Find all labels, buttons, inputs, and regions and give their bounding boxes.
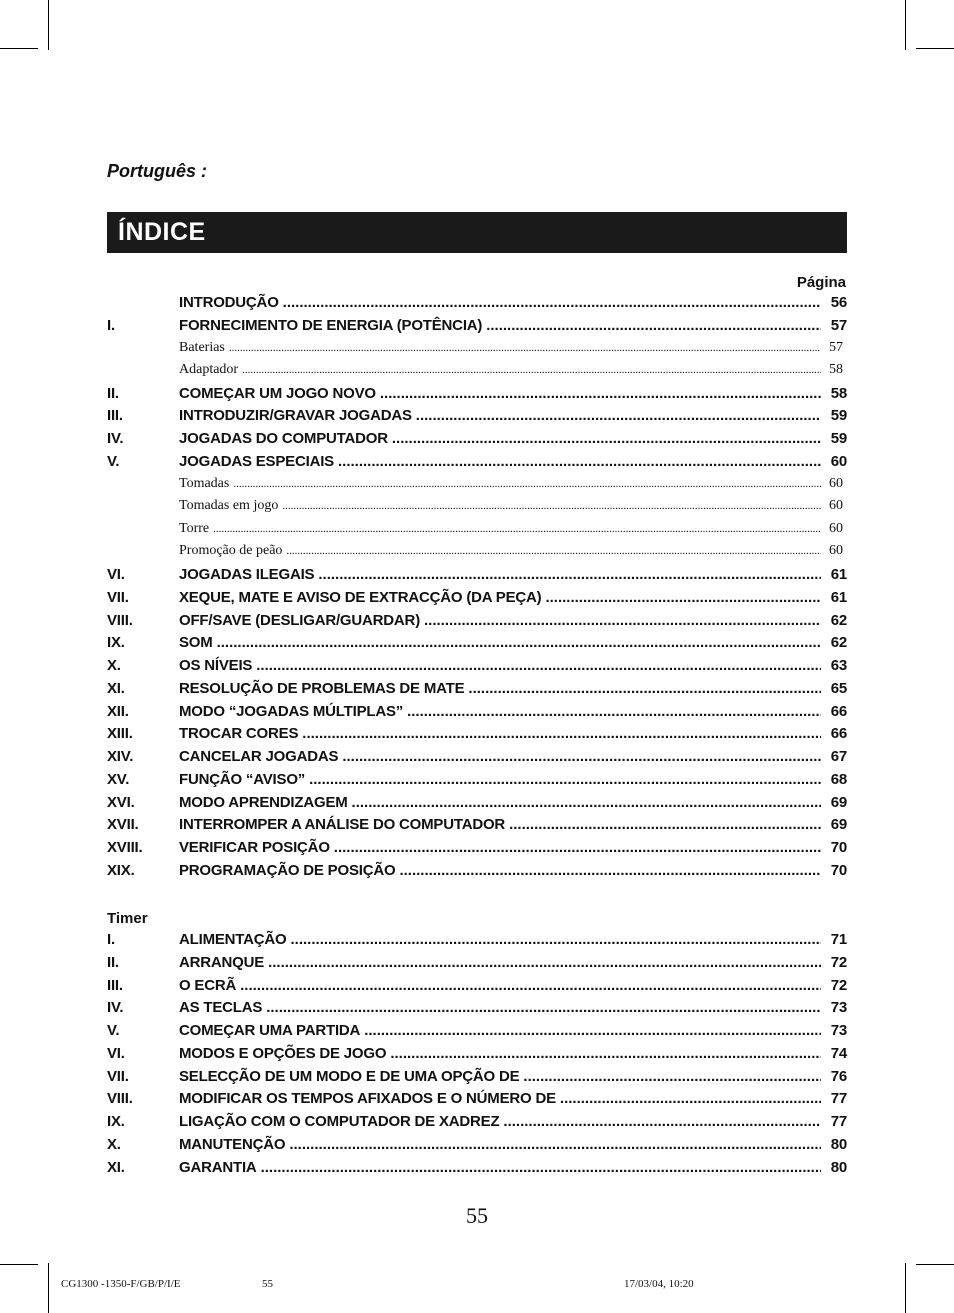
toc-entry-page: 56: [830, 294, 847, 311]
toc-entry-title: LIGAÇÃO COM O COMPUTADOR DE XADREZ: [179, 1113, 500, 1130]
dot-leader: [242, 364, 821, 376]
toc-entry-number: XIV.: [107, 748, 134, 766]
toc-entry: [107, 498, 847, 521]
dot-leader: [283, 294, 821, 311]
index-heading: ÍNDICE: [118, 218, 206, 246]
toc-entry-page: 67: [830, 748, 847, 766]
toc-entry-title: INTERROMPER A ANÁLISE DO COMPUTADOR: [179, 816, 506, 834]
dot-leader: [390, 1045, 821, 1062]
toc-entry-title: INTRODUÇÃO: [179, 294, 279, 311]
toc-entry-page: 60: [829, 475, 843, 491]
page-column-label: Página: [796, 274, 846, 291]
dot-leader: [268, 954, 821, 971]
toc-entry-page: 76: [830, 1067, 847, 1085]
dot-leader: [523, 1068, 821, 1085]
dot-leader: [309, 771, 821, 788]
toc-entry-title: COMEÇAR UM JOGO NOVO: [179, 384, 376, 402]
toc-entry-number: V.: [107, 1022, 120, 1039]
toc-entry-number: VII.: [107, 588, 129, 606]
dot-leader: [256, 657, 821, 674]
toc-entry: [107, 1090, 847, 1113]
toc-entry-page: 58: [829, 362, 843, 378]
toc-entry-title: MODOS E OPÇÕES DE JOGO: [179, 1044, 387, 1062]
toc-entry: [107, 566, 847, 589]
toc-entry-page: 61: [830, 566, 847, 584]
toc-entry-title: Torre: [179, 520, 210, 536]
dot-leader: [545, 589, 821, 606]
crop-mark: [48, 0, 49, 50]
toc-entry-number: IX.: [107, 1113, 125, 1130]
toc-entry-page: 69: [830, 816, 847, 834]
toc-entry-number: VI.: [107, 566, 125, 584]
toc-entry-number: X.: [107, 1135, 121, 1153]
dot-leader: [261, 1159, 821, 1176]
toc-entry-title: JOGADAS ESPECIAIS: [179, 452, 334, 470]
toc-entry-title: JOGADAS ILEGAIS: [179, 566, 315, 584]
dot-leader: [302, 725, 821, 742]
toc-entry-page: 70: [830, 861, 847, 879]
dot-leader: [416, 407, 821, 424]
toc-entry-page: 80: [830, 1135, 847, 1153]
toc-entry: [107, 543, 847, 566]
toc-entry: [107, 748, 847, 771]
toc-entry: [107, 430, 847, 453]
toc-entry: [107, 999, 847, 1022]
toc-entry-page: 72: [830, 976, 847, 994]
toc-entry-title: SOM: [179, 634, 213, 652]
crop-mark: [905, 0, 906, 50]
toc-entry-title: Tomadas: [179, 475, 230, 491]
crop-mark: [916, 1264, 954, 1265]
toc-entry: [107, 1022, 847, 1045]
dot-leader: [291, 931, 821, 948]
dot-leader: [233, 478, 821, 490]
toc-entry-page: 69: [830, 793, 847, 811]
toc-entry: [107, 725, 847, 748]
toc-entry-number: VIII.: [107, 1090, 133, 1108]
toc-entry-number: II.: [107, 384, 119, 402]
toc-entry-number: XIX.: [107, 861, 135, 879]
toc-entry: [107, 340, 847, 363]
toc-entry: [107, 657, 847, 680]
toc-entry-title: O ECRÃ: [179, 976, 237, 994]
dot-leader: [509, 816, 821, 833]
toc-entry: [107, 612, 847, 635]
toc-entry-title: RESOLUÇÃO DE PROBLEMAS DE MATE: [179, 679, 465, 697]
dot-leader: [407, 703, 821, 720]
toc-entry-title: Baterias: [179, 339, 225, 355]
toc-entry-title: MANUTENÇÃO: [179, 1135, 286, 1153]
toc-entry-title: FUNÇÃO “AVISO”: [179, 770, 306, 788]
toc-entry-number: IV.: [107, 999, 124, 1017]
toc-entry: [107, 1159, 847, 1182]
toc-entry: [107, 317, 847, 340]
toc-entry-title: MODO “JOGADAS MÚLTIPLAS”: [179, 702, 404, 720]
toc-entry: [107, 521, 847, 544]
footer-page: 55: [262, 1278, 273, 1290]
toc-entry-page: 72: [830, 953, 847, 971]
toc-entry-page: 57: [830, 316, 847, 334]
toc-entry: [107, 839, 847, 862]
toc-entry-page: 77: [830, 1113, 847, 1130]
toc-entry-number: X.: [107, 657, 121, 675]
toc-entry: [107, 680, 847, 703]
toc-entry: [107, 862, 847, 885]
table-of-contents: [107, 294, 847, 885]
toc-entry: [107, 931, 847, 954]
toc-entry-title: XEQUE, MATE E AVISO DE EXTRACÇÃO (DA PEÇA): [179, 588, 542, 606]
toc-entry-title: ALIMENTAÇÃO: [179, 931, 287, 948]
toc-entry: [107, 954, 847, 977]
dot-leader: [217, 634, 821, 651]
timer-section-label: Timer: [107, 910, 148, 927]
toc-entry-title: MODIFICAR OS TEMPOS AFIXADOS E O NÚMERO DE: [179, 1090, 556, 1108]
toc-entry: [107, 1113, 847, 1136]
dot-leader: [503, 1113, 821, 1130]
crop-mark: [905, 1263, 906, 1313]
toc-entry-page: 66: [830, 725, 847, 743]
dot-leader: [289, 1136, 821, 1153]
dot-leader: [213, 523, 821, 535]
toc-entry-number: XV.: [107, 770, 130, 788]
toc-entry: [107, 1136, 847, 1159]
dot-leader: [286, 545, 821, 557]
language-label: Português :: [107, 161, 208, 181]
toc-entry-title: Adaptador: [179, 362, 239, 378]
toc-entry-number: XI.: [107, 1158, 125, 1176]
toc-entry-title: SELECÇÃO DE UM MODO E DE UMA OPÇÃO DE: [179, 1067, 520, 1085]
dot-leader: [342, 748, 821, 765]
toc-entry-number: XVI.: [107, 793, 135, 811]
dot-leader: [338, 453, 821, 470]
toc-entry-page: 70: [830, 839, 847, 857]
toc-entry-number: XVII.: [107, 816, 139, 834]
toc-entry-page: 62: [830, 634, 847, 652]
dot-leader: [240, 977, 821, 994]
toc-entry-page: 80: [830, 1158, 847, 1176]
toc-entry: [107, 476, 847, 499]
toc-entry-page: 62: [830, 611, 847, 629]
timer-table-of-contents: [107, 931, 847, 1181]
toc-entry-number: VI.: [107, 1044, 125, 1062]
dot-leader: [334, 839, 821, 856]
crop-mark: [48, 1263, 49, 1313]
toc-entry: [107, 453, 847, 476]
dot-leader: [392, 430, 821, 447]
footer-timestamp: 17/03/04, 10:20: [624, 1278, 694, 1290]
index-title-bar: [107, 212, 847, 253]
toc-entry-number: VIII.: [107, 611, 133, 629]
toc-entry-title: VERIFICAR POSIÇÃO: [179, 839, 330, 857]
toc-entry-page: 57: [829, 339, 843, 355]
page-number: 55: [466, 1203, 488, 1228]
dot-leader: [229, 342, 821, 354]
dot-leader: [380, 385, 821, 402]
toc-entry-number: V.: [107, 452, 120, 470]
toc-entry-title: OFF/SAVE (DESLIGAR/GUARDAR): [179, 611, 420, 629]
toc-entry-page: 66: [830, 702, 847, 720]
toc-entry-page: 59: [830, 407, 847, 425]
toc-entry-title: CANCELAR JOGADAS: [179, 748, 339, 766]
toc-entry-title: GARANTIA: [179, 1158, 257, 1176]
crop-mark: [916, 48, 954, 49]
dot-leader: [266, 999, 821, 1016]
toc-entry-number: XII.: [107, 702, 129, 720]
toc-entry-page: 60: [829, 543, 843, 559]
toc-entry-title: TROCAR CORES: [179, 725, 299, 743]
toc-entry-title: OS NÍVEIS: [179, 657, 253, 675]
toc-entry-title: ARRANQUE: [179, 953, 265, 971]
dot-leader: [424, 612, 821, 629]
toc-entry-page: 58: [830, 384, 847, 402]
toc-entry-title: PROGRAMAÇÃO DE POSIÇÃO: [179, 861, 396, 879]
toc-entry: [107, 977, 847, 1000]
toc-entry-number: IX.: [107, 634, 125, 652]
toc-entry-title: INTRODUZIR/GRAVAR JOGADAS: [179, 407, 412, 425]
toc-entry-title: COMEÇAR UMA PARTIDA: [179, 1022, 361, 1039]
toc-entry-number: XVIII.: [107, 839, 143, 857]
toc-entry: [107, 294, 847, 317]
footer-code: CG1300 -1350-F/GB/P/I/E: [61, 1278, 181, 1290]
toc-entry-page: 65: [830, 679, 847, 697]
toc-entry: [107, 362, 847, 385]
toc-entry-number: XIII.: [107, 725, 133, 743]
toc-entry: [107, 771, 847, 794]
toc-entry-title: Tomadas em jogo: [179, 498, 279, 514]
toc-entry-title: AS TECLAS: [179, 999, 263, 1017]
toc-entry-number: I.: [107, 316, 115, 334]
dot-leader: [468, 680, 821, 697]
toc-entry-page: 60: [829, 520, 843, 536]
crop-mark: [0, 1264, 38, 1265]
crop-mark: [0, 48, 38, 49]
toc-entry-number: III.: [107, 976, 123, 994]
toc-entry-page: 77: [830, 1090, 847, 1108]
dot-leader: [560, 1090, 821, 1107]
toc-entry: [107, 1068, 847, 1091]
toc-entry-page: 74: [830, 1044, 847, 1062]
toc-entry-title: JOGADAS DO COMPUTADOR: [179, 430, 388, 448]
toc-entry-page: 59: [830, 430, 847, 448]
toc-entry-number: II.: [107, 953, 119, 971]
toc-entry-title: FORNECIMENTO DE ENERGIA (POTÊNCIA): [179, 316, 483, 334]
toc-entry: [107, 407, 847, 430]
toc-entry: [107, 385, 847, 408]
dot-leader: [486, 317, 821, 334]
toc-entry-number: XI.: [107, 679, 125, 697]
toc-entry-page: 60: [829, 498, 843, 514]
toc-entry-page: 73: [830, 1022, 847, 1039]
dot-leader: [352, 794, 821, 811]
dot-leader: [282, 500, 821, 512]
toc-entry-number: III.: [107, 407, 123, 425]
toc-entry-page: 71: [830, 931, 847, 948]
toc-entry-page: 60: [830, 452, 847, 470]
dot-leader: [364, 1022, 821, 1039]
toc-entry: [107, 1045, 847, 1068]
toc-entry: [107, 816, 847, 839]
toc-entry: [107, 794, 847, 817]
toc-entry-page: 63: [830, 657, 847, 675]
toc-entry-number: I.: [107, 931, 115, 948]
toc-entry: [107, 634, 847, 657]
toc-entry-title: Promoção de peão: [179, 543, 283, 559]
dot-leader: [399, 862, 821, 879]
toc-entry-page: 61: [830, 588, 847, 606]
toc-entry: [107, 589, 847, 612]
toc-entry-number: IV.: [107, 430, 124, 448]
toc-entry: [107, 703, 847, 726]
toc-entry-page: 73: [830, 999, 847, 1017]
dot-leader: [318, 566, 821, 583]
toc-entry-page: 68: [830, 770, 847, 788]
toc-entry-number: VII.: [107, 1067, 129, 1085]
toc-entry-title: MODO APRENDIZAGEM: [179, 793, 348, 811]
